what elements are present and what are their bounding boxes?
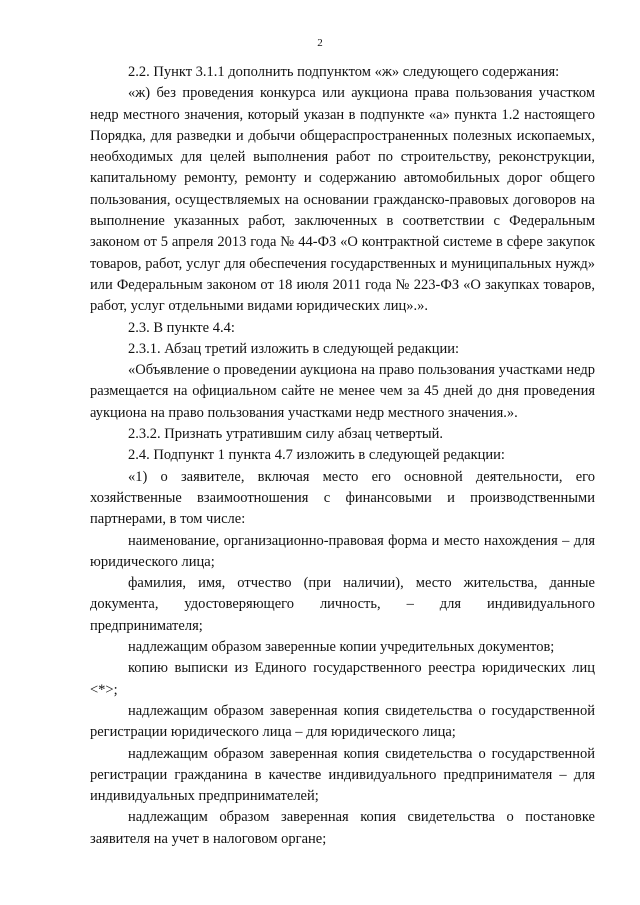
list-item-register-extract: копию выписки из Единого государственного реестра юридических лиц <*>; [90, 660, 595, 698]
list-item-tax-registration-certificate: надлежащим образом заверенная копия свидетельства о постановке заявителя на учет в налоговом органе; [90, 809, 595, 847]
list-item-founding-documents: надлежащим образом заверенные копии учредительных документов; [128, 639, 555, 656]
document-body [90, 62, 595, 850]
list-item-name-legal-entity: наименование, организационно-правовая форма и место нахождения – для юридического лица; [90, 532, 595, 570]
list-item-entrepreneur-registration-certificate: надлежащим образом заверенная копия свидетельства о государственной регистрации гражданина в качестве индивидуального предпринимателя – для индивидуальных предпринимателей; [90, 745, 595, 805]
paragraph-2-2: 2.2. Пункт 3.1.1 дополнить подпунктом «ж» следующего содержания: [128, 64, 560, 80]
paragraph-2-3: 2.3. В пункте 4.4: [128, 319, 235, 336]
paragraph-applicant-info: «1) о заявителе, включая место его основной деятельности, его хозяйственные взаимоотношения с финансовыми и производственными партнерами, в том числе: [90, 468, 595, 528]
paragraph-2-3-2: 2.3.2. Признать утратившим силу абзац четвертый. [128, 426, 444, 443]
paragraph-2-3-1: 2.3.1. Абзац третий изложить в следующей редакции: [128, 340, 460, 357]
list-item-legal-registration-certificate: надлежащим образом заверенная копия свидетельства о государственной регистрации юридического лица – для юридического лица; [90, 702, 595, 741]
page-number: 2 [317, 37, 323, 49]
list-item-individual-entrepreneur: фамилия, имя, отчество (при наличии), место жительства, данные документа, удостоверяющего личность, – для индивидуального предпринимателя; [90, 575, 595, 634]
paragraph-2-4: 2.4. Подпункт 1 пункта 4.7 изложить в следующей редакции: [128, 447, 505, 464]
paragraph-subitem-zh: «ж) без проведения конкурса или аукциона права пользования участком недр местного значения, который указан в подпункте «а» пункта 1.2 настоящего Порядка, для разведки и добычи общераспространенных полезных ископаемых, необходимых для целей выполнения работ по строительству, реконструкции, капитальному ремонту, ремонту и содержанию автомобильных дорог общего пользования, осуществляемых на основании гражданско-правовых договоров на выполнение указанных работ, заключенных в соответствии с Федеральным законом от 5 апреля 2013 года № 44-ФЗ «О контрактной системе в сфере закупок товаров, работ, услуг для обеспечения государственных и муниципальных нужд» или Федеральным законом от 18 июля 2011 года № 223-ФЗ «О закупках товаров, работ, услуг отдельными видами юридических лиц».». [90, 85, 595, 315]
paragraph-auction-announcement: «Объявление о проведении аукциона на право пользования участками недр размещается на официальном сайте не менее чем за 45 дней до дня проведения аукциона на право пользования участками недр местного значения.». [90, 362, 595, 421]
